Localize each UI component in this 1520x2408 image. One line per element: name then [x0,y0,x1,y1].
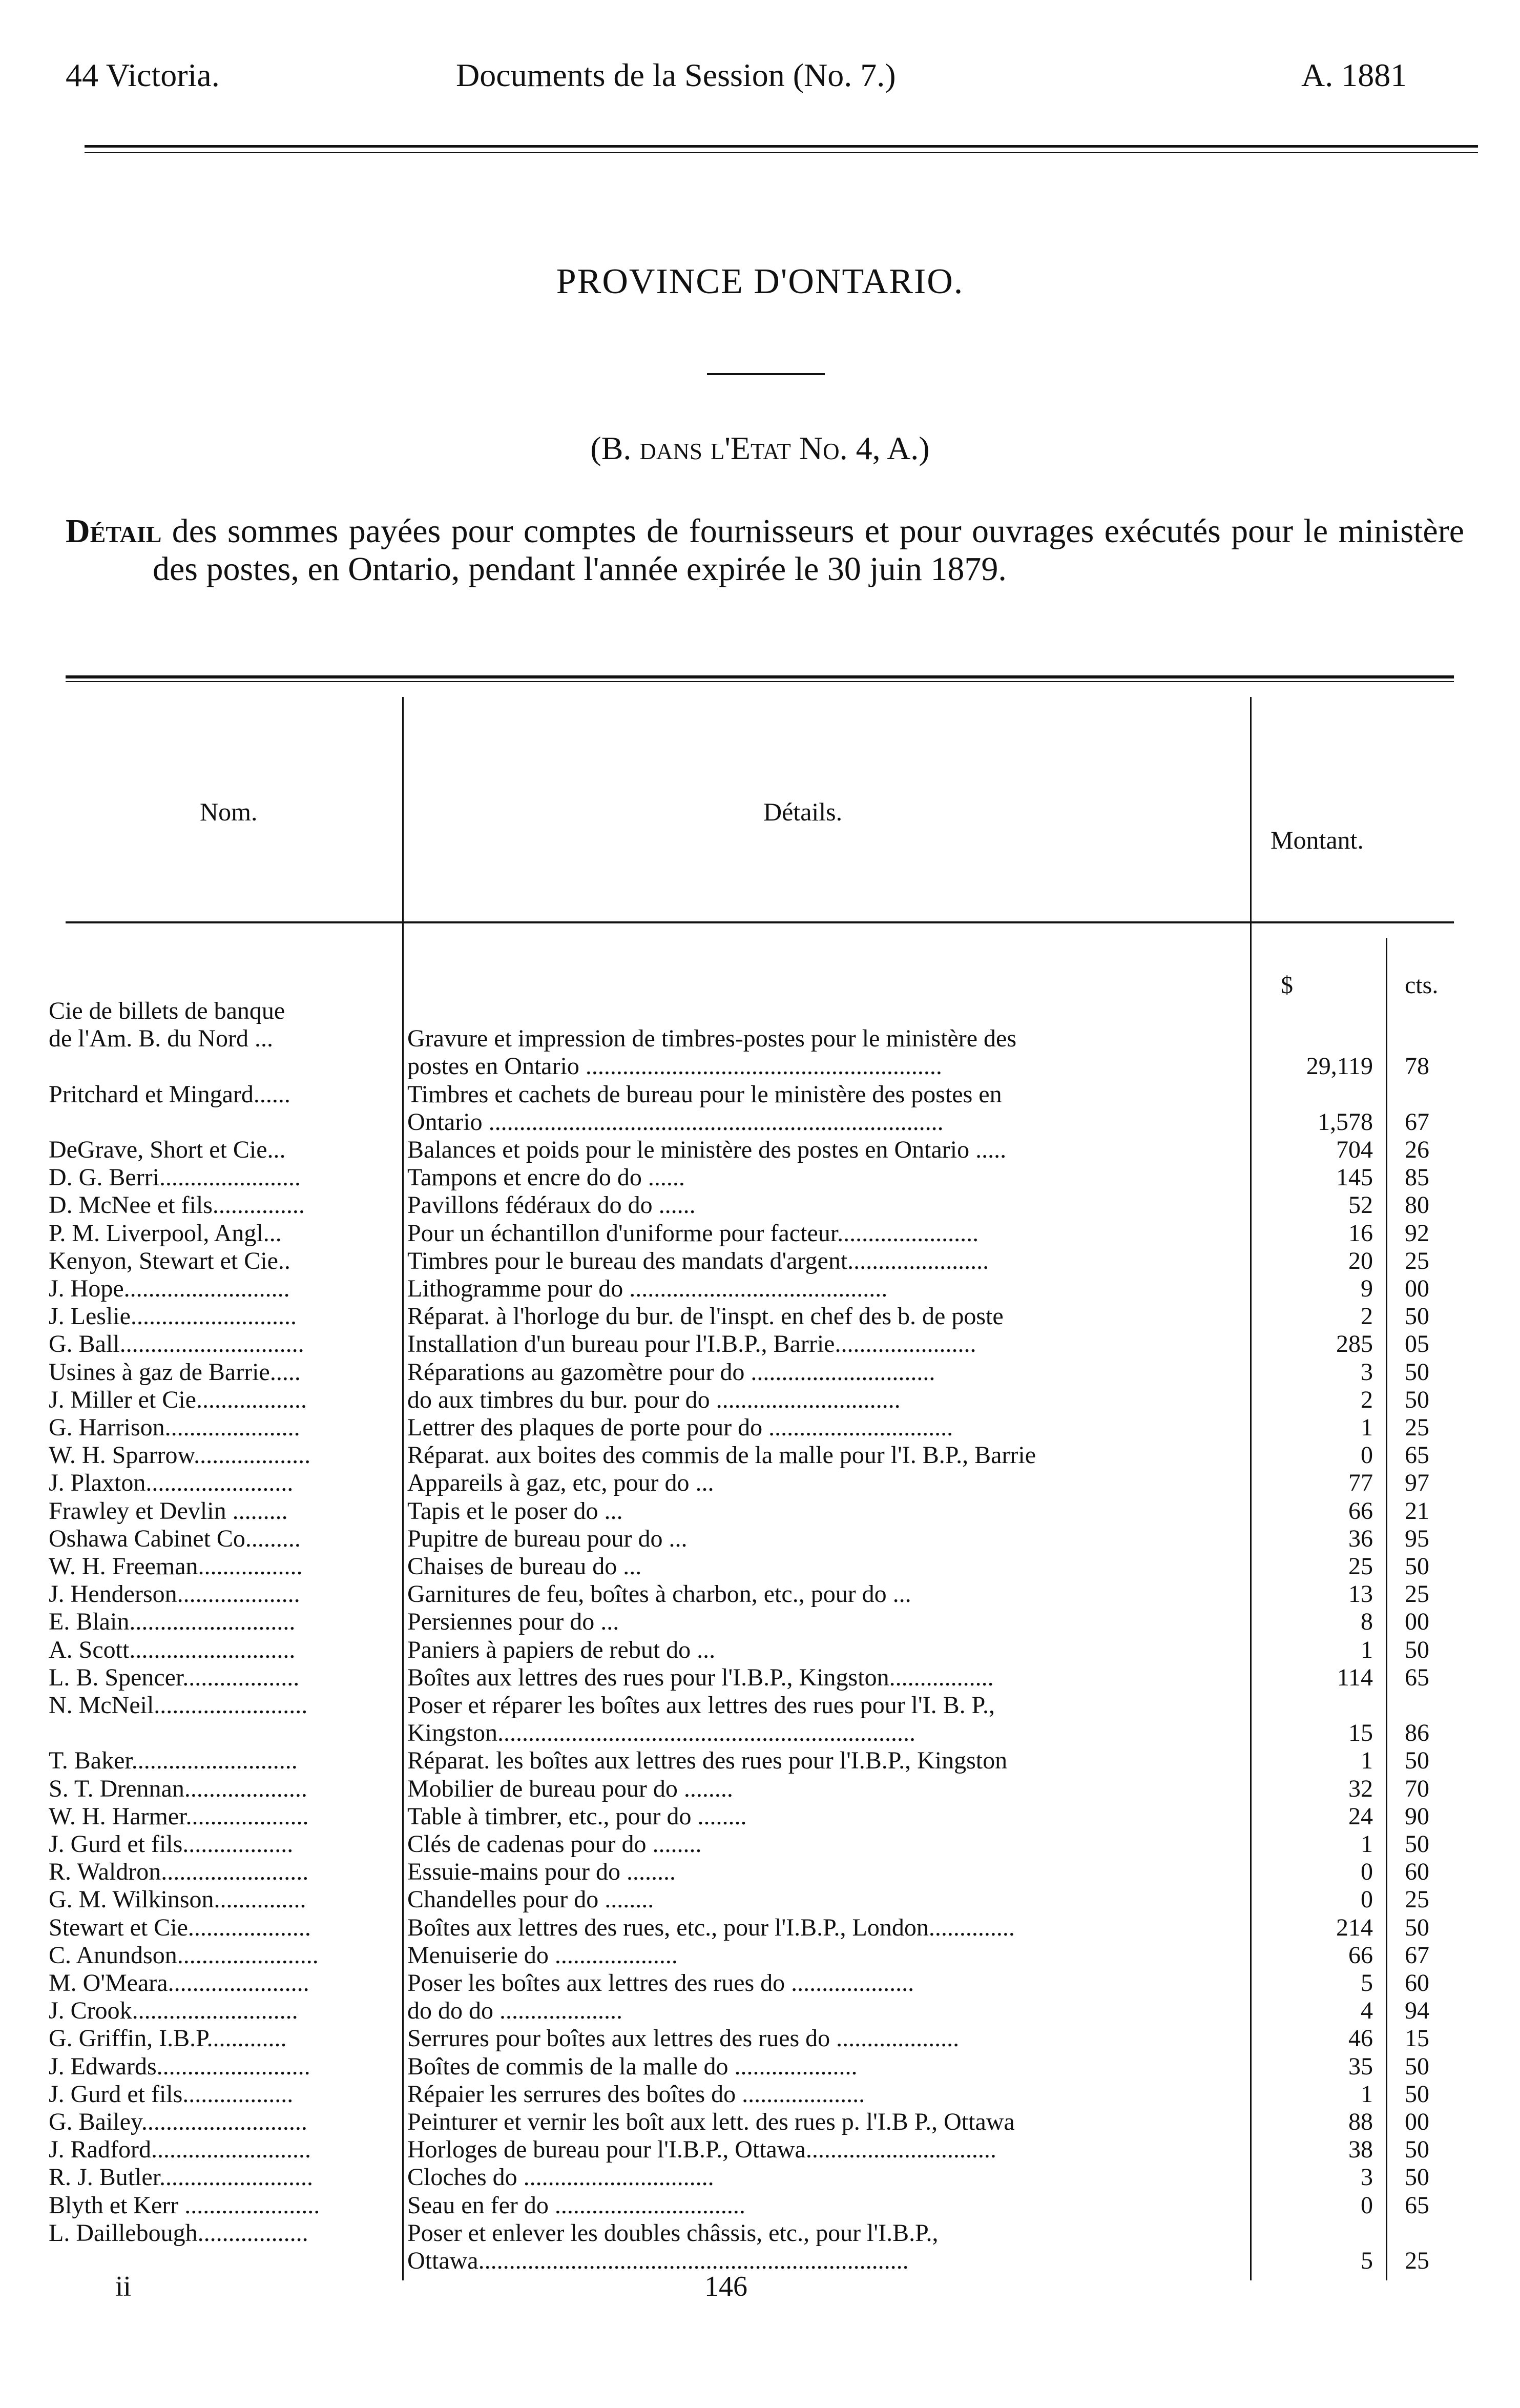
row-cents: 50 [1405,1553,1429,1580]
row-cents: 00 [1405,2108,1429,2135]
row-details: Réparat. aux boites des commis de la malle pour l'I. B.P., Barrie [407,1442,1036,1469]
row-dollars: 36 [1348,1525,1373,1552]
row-dollars: 145 [1336,1164,1373,1191]
row-name: G. Ball.............................. [49,1330,304,1358]
row-name: J. Plaxton........................ [49,1469,294,1497]
row-dollars: 29,119 [1306,1053,1373,1080]
row-name: Kenyon, Stewart et Cie.. [49,1247,290,1274]
row-name: Usines à gaz de Barrie..... [49,1358,301,1386]
row-name: C. Anundson....................... [49,1941,319,1969]
page-title: PROVINCE D'ONTARIO. [556,262,964,301]
row-cents: 25 [1405,2247,1429,2274]
row-name: A. Scott........................... [49,1636,296,1663]
row-name: de l'Am. B. du Nord ... [49,1025,273,1053]
row-details: Lettrer des plaques de porte pour do .............................. [407,1414,953,1441]
row-dollars: 285 [1336,1330,1373,1358]
row-details: Boîtes aux lettres des rues pour l'I.B.P., Kingston................. [407,1663,994,1691]
row-dollars: 4 [1361,1997,1373,2025]
row-dollars: 77 [1348,1469,1373,1497]
row-details: Pavillons fédéraux do do ...... [407,1191,696,1219]
row-dollars: 0 [1361,1442,1373,1469]
row-details: Peinturer et vernir les boît aux lett. des rues p. l'I.B P., Ottawa [407,2108,1015,2135]
row-name: L. Daillebough.................. [49,2219,308,2247]
row-details: Kingston.................................................................... [407,1719,916,1747]
row-name: D. G. Berri....................... [49,1164,301,1191]
row-name: Pritchard et Mingard...... [49,1080,290,1108]
row-details: Ontario .......................................................................... [407,1108,944,1136]
row-cents: 50 [1405,1747,1429,1775]
row-cents: 25 [1405,1580,1429,1608]
column-header-amount: Montant. [1271,826,1364,854]
row-name: E. Blain........................... [49,1608,296,1636]
row-cents: 90 [1405,1802,1429,1830]
page-subtitle: (B. dans l'Etat No. 4, A.) [590,430,930,466]
row-name: G. Harrison...................... [49,1414,300,1441]
row-details: postes en Ontario .......................................................... [407,1053,942,1080]
row-cents: 21 [1405,1497,1429,1525]
row-dollars: 46 [1348,2025,1373,2052]
row-cents: 65 [1405,2191,1429,2219]
row-cents: 05 [1405,1330,1429,1358]
row-name: J. Hope........................... [49,1275,290,1302]
row-dollars: 0 [1361,1886,1373,1913]
row-cents: 70 [1405,1775,1429,1802]
row-details: Pour un échantillon d'uniforme pour facteur....................... [407,1219,979,1247]
row-name: W. H. Sparrow................... [49,1442,311,1469]
table-rule-header [66,921,1454,923]
row-cents: 50 [1405,1303,1429,1330]
row-details: Poser les boîtes aux lettres des rues do .................... [407,1969,914,1997]
row-cents: 94 [1405,1997,1429,2025]
row-name: Blyth et Kerr ...................... [49,2191,320,2219]
row-details: Table à timbrer, etc., pour do ........ [407,1802,747,1830]
row-cents: 86 [1405,1719,1429,1747]
row-dollars: 704 [1336,1136,1373,1163]
row-dollars: 66 [1348,1941,1373,1969]
row-details: Tapis et le poser do ... [407,1497,623,1525]
row-name: S. T. Drennan.................... [49,1775,307,1802]
intro-text: des sommes payées pour comptes de fournisseurs et pour ouvrages exécutés pour le ministère des postes, en Ontario, pendant l'année expirée le 30 juin 1879. [153,512,1464,588]
row-name: T. Baker........................... [49,1747,298,1775]
row-name: L. B. Spencer................... [49,1663,300,1691]
row-details: Essuie-mains pour do ........ [407,1858,676,1886]
row-dollars: 35 [1348,2052,1373,2080]
row-details: Seau en fer do ............................... [407,2191,745,2219]
row-details: Mobilier de bureau pour do ........ [407,1775,733,1802]
row-dollars: 32 [1348,1775,1373,1802]
row-details: Clés de cadenas pour do ........ [407,1830,702,1858]
row-name: J. Leslie........................... [49,1303,297,1330]
header-year: A. 1881 [1301,57,1407,93]
row-dollars: 9 [1361,1275,1373,1302]
row-details: Paniers à papiers de rebut do ... [407,1636,716,1663]
row-details: Boîtes aux lettres des rues, etc., pour l'I.B.P., London.............. [407,1913,1015,1941]
row-cents: 15 [1405,2025,1429,2052]
row-cents: 00 [1405,1608,1429,1636]
row-details: Répaier les serrures des boîtes do .................... [407,2080,865,2108]
row-dollars: 2 [1361,1386,1373,1413]
column-divider-details [1250,697,1252,2280]
row-name: Oshawa Cabinet Co......... [49,1525,301,1552]
row-dollars: 52 [1348,1191,1373,1219]
row-cents: 50 [1405,1636,1429,1663]
row-cents: 60 [1405,1969,1429,1997]
row-cents: 85 [1405,1164,1429,1191]
row-details: Installation d'un bureau pour l'I.B.P., Barrie....................... [407,1330,976,1358]
row-cents: 25 [1405,1886,1429,1913]
row-name: P. M. Liverpool, Angl... [49,1219,282,1247]
row-name: Stewart et Cie.................... [49,1913,311,1941]
intro-lead: Détail [66,512,162,550]
row-cents: 50 [1405,2136,1429,2164]
row-dollars: 1 [1361,1414,1373,1441]
row-cents: 25 [1405,1414,1429,1441]
row-name: G. Bailey........................... [49,2108,307,2135]
row-name: R. J. Butler......................... [49,2164,314,2191]
column-divider-name [402,697,404,2280]
row-dollars: 1,578 [1318,1108,1373,1136]
row-dollars: 3 [1361,2164,1373,2191]
row-name: N. McNeil......................... [49,1692,308,1719]
row-name: G. Griffin, I.B.P............. [49,2025,287,2052]
row-cents: 67 [1405,1108,1429,1136]
table-rule-top [66,675,1454,678]
row-details: Tampons et encre do do ...... [407,1164,685,1191]
row-cents: 50 [1405,1358,1429,1386]
row-cents: 00 [1405,1275,1429,1302]
row-name: J. Crook........................... [49,1997,298,2025]
row-details: Poser et réparer les boîtes aux lettres des rues pour l'I. B. P., [407,1692,995,1719]
row-details: do do do .................... [407,1997,622,2025]
row-cents: 95 [1405,1525,1429,1552]
row-name: R. Waldron........................ [49,1858,309,1886]
header-rule-top [85,145,1478,148]
row-cents: 92 [1405,1219,1429,1247]
row-cents: 50 [1405,2080,1429,2108]
row-details: Horloges de bureau pour l'I.B.P., Ottawa............................... [407,2136,996,2164]
header-volume: 44 Victoria. [66,57,220,93]
row-details: Menuiserie do .................... [407,1941,678,1969]
row-details: Lithogramme pour do .......................................... [407,1275,888,1302]
row-details: Réparat. les boîtes aux lettres des rues pour l'I.B.P., Kingston [407,1747,1008,1775]
page-number: 146 [704,2271,747,2302]
row-details: Garnitures de feu, boîtes à charbon, etc., pour do ... [407,1580,911,1608]
row-name: W. H. Freeman................. [49,1553,303,1580]
row-details: Timbres pour le bureau des mandats d'argent....................... [407,1247,989,1274]
row-dollars: 88 [1348,2108,1373,2135]
row-cents: 50 [1405,1830,1429,1858]
row-name: D. McNee et fils............... [49,1191,305,1219]
row-name: DeGrave, Short et Cie... [49,1136,286,1163]
row-name: W. H. Harmer.................... [49,1802,309,1830]
row-name: J. Miller et Cie.................. [49,1386,307,1413]
row-cents: 26 [1405,1136,1429,1163]
row-cents: 50 [1405,1386,1429,1413]
row-cents: 80 [1405,1191,1429,1219]
row-details: Réparations au gazomètre pour do .............................. [407,1358,935,1386]
row-cents: 67 [1405,1941,1429,1969]
row-dollars: 66 [1348,1497,1373,1525]
row-details: Ottawa...................................................................... [407,2247,909,2274]
row-cents: 65 [1405,1442,1429,1469]
header-rule-bottom [85,152,1478,153]
row-dollars: 1 [1361,2080,1373,2108]
unit-cents: cts. [1405,972,1439,999]
row-dollars: 5 [1361,1969,1373,1997]
column-header-name: Nom. [200,797,258,826]
row-name: M. O'Meara....................... [49,1969,309,1997]
row-dollars: 20 [1348,1247,1373,1274]
row-details: Poser et enlever les doubles châssis, etc., pour l'I.B.P., [407,2219,939,2247]
row-name: Frawley et Devlin ......... [49,1497,288,1525]
row-dollars: 38 [1348,2136,1373,2164]
row-cents: 97 [1405,1469,1429,1497]
row-details: Boîtes de commis de la malle do .................... [407,2052,858,2080]
row-details: Persiennes pour do ... [407,1608,619,1636]
row-dollars: 24 [1348,1802,1373,1830]
row-cents: 50 [1405,2164,1429,2191]
row-cents: 60 [1405,1858,1429,1886]
row-dollars: 3 [1361,1358,1373,1386]
row-dollars: 0 [1361,2191,1373,2219]
row-dollars: 114 [1337,1663,1373,1691]
row-dollars: 5 [1361,2247,1373,2274]
row-details: do aux timbres du bur. pour do .............................. [407,1386,901,1413]
row-details: Cloches do ............................... [407,2164,714,2191]
row-details: Serrures pour boîtes aux lettres des rues do .................... [407,2025,960,2052]
row-name: J. Henderson.................... [49,1580,300,1608]
row-name: Cie de billets de banque [49,997,285,1024]
row-name: G. M. Wilkinson............... [49,1886,306,1913]
row-details: Pupitre de bureau pour do ... [407,1525,688,1552]
row-dollars: 1 [1361,1636,1373,1663]
row-cents: 25 [1405,1247,1429,1274]
intro-paragraph [66,512,1464,588]
row-details: Appareils à gaz, etc, pour do ... [407,1469,714,1497]
row-dollars: 25 [1348,1553,1373,1580]
row-dollars: 0 [1361,1858,1373,1886]
row-cents: 78 [1405,1053,1429,1080]
row-name: J. Gurd et fils.................. [49,1830,294,1858]
row-dollars: 8 [1361,1608,1373,1636]
row-details: Balances et poids pour le ministère des postes en Ontario ..... [407,1136,1007,1163]
row-cents: 65 [1405,1663,1429,1691]
row-dollars: 16 [1348,1219,1373,1247]
row-details: Timbres et cachets de bureau pour le ministère des postes en [407,1080,1002,1108]
column-header-details: Détails. [763,797,843,826]
unit-dollars: $ [1281,972,1293,999]
row-details: Réparat. à l'horloge du bur. de l'inspt. en chef des b. de poste [407,1303,1004,1330]
row-dollars: 1 [1361,1830,1373,1858]
footer-roman: ii [115,2271,132,2302]
row-dollars: 2 [1361,1303,1373,1330]
row-name: J. Radford.......................... [49,2136,311,2164]
column-divider-cents [1386,938,1387,2280]
row-dollars: 214 [1336,1913,1373,1941]
row-name: J. Gurd et fils.................. [49,2080,294,2108]
row-details: Chaises de bureau do ... [407,1553,642,1580]
row-dollars: 13 [1348,1580,1373,1608]
title-divider [707,373,825,375]
row-name: J. Edwards......................... [49,2052,310,2080]
row-details: Gravure et impression de timbres-postes pour le ministère des [407,1025,1017,1053]
row-dollars: 1 [1361,1747,1373,1775]
header-session: Documents de la Session (No. 7.) [456,57,896,93]
row-cents: 50 [1405,1913,1429,1941]
table-rule-top-thin [66,681,1454,682]
row-cents: 50 [1405,2052,1429,2080]
row-dollars: 15 [1348,1719,1373,1747]
row-details: Chandelles pour do ........ [407,1886,654,1913]
